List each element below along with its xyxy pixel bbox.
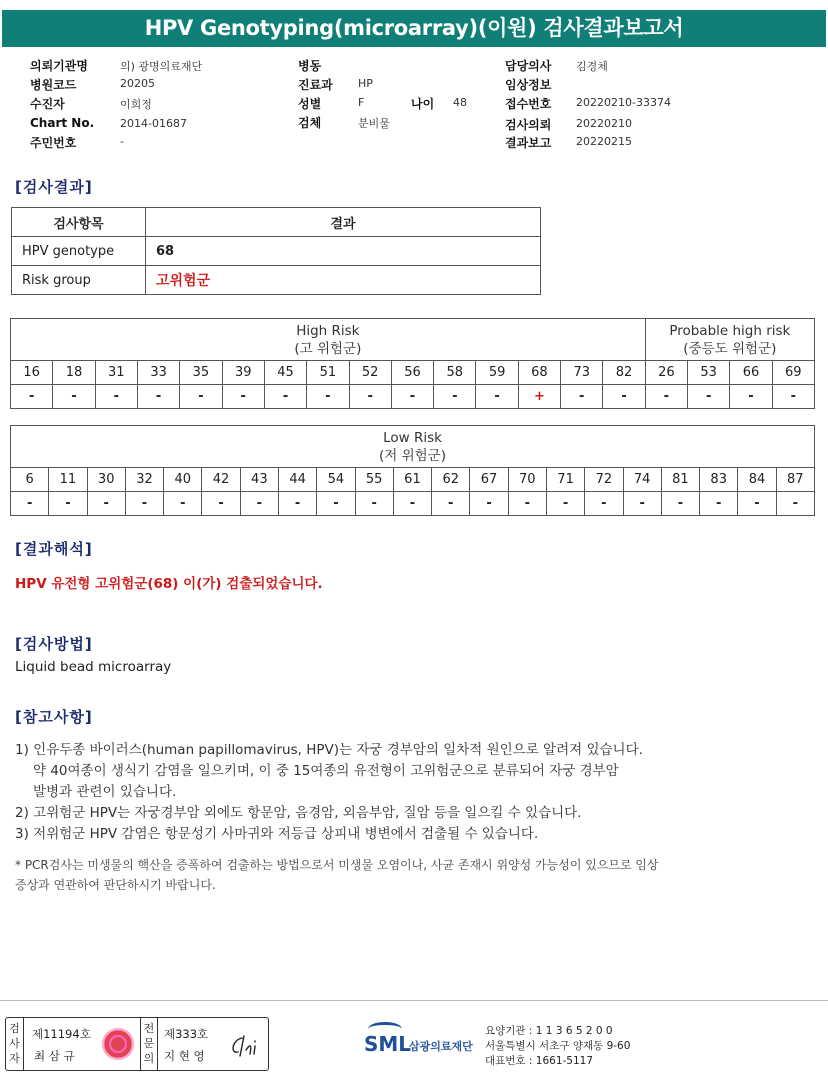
risk-group-item: Risk group [12, 266, 146, 295]
clinical-label: 임상정보 [505, 78, 552, 92]
doctor-label: 담당의사 [505, 59, 552, 73]
genotype-result-cell: - [470, 492, 508, 516]
genotype-cell: 62 [432, 468, 470, 492]
result-header-item: 검사항목 [12, 208, 146, 237]
patient-info [0, 55, 828, 155]
stamp-seal [102, 1028, 134, 1060]
signature-box [5, 1017, 269, 1071]
ward-label: 병동 [298, 59, 322, 73]
genotype-result-cell: - [95, 385, 137, 409]
genotype-cell: 83 [700, 468, 738, 492]
genotype-cell: 45 [264, 361, 306, 385]
interpretation-text: HPV 유전형 고위험군(68) 이(가) 검출되었습니다. [15, 576, 323, 592]
request-value: 20220210 [576, 117, 632, 130]
note-1a: 1) 인유두종 바이러스(human papillomavirus, HPV)는 자궁 경부암의 일차적 원인으로 알려져 있습니다. [15, 742, 643, 758]
low-risk-header [11, 426, 815, 468]
patient-value: 이희정 [120, 98, 152, 111]
genotype-result-cell: - [585, 492, 623, 516]
genotype-result-cell: - [222, 385, 264, 409]
genotype-result-cell: - [645, 385, 687, 409]
tester-name: 최 삼 규 [34, 1049, 75, 1063]
genotype-result-cell: - [772, 385, 814, 409]
genotype-item: HPV genotype [12, 237, 146, 266]
genotype-cell: 71 [546, 468, 584, 492]
genotype-cell: 84 [738, 468, 776, 492]
genotype-cell: 16 [11, 361, 53, 385]
genotype-result-cell: - [688, 385, 730, 409]
high-risk-table [10, 318, 815, 409]
genotype-cell: 40 [164, 468, 202, 492]
genotype-result-cell: - [307, 385, 349, 409]
dept-value: HP [358, 77, 373, 90]
risk-group-value: 고위험군 [146, 266, 541, 295]
requester-value: 의) 광명의료재단 [120, 60, 203, 73]
genotype-cell: 42 [202, 468, 240, 492]
genotype-cell: 61 [393, 468, 431, 492]
specimen-value: 분비물 [358, 117, 390, 130]
table-row [12, 266, 541, 295]
high-risk-header-row [11, 319, 815, 361]
genotype-cell: 6 [11, 468, 49, 492]
method-text: Liquid bead microarray [15, 659, 172, 675]
genotype-cell: 52 [349, 361, 391, 385]
specialist-label-text: 전문의 [143, 1022, 155, 1065]
genotype-result-cell: - [623, 492, 661, 516]
genotype-cell: 44 [278, 468, 316, 492]
genotype-result-cell: - [432, 492, 470, 516]
org-phone: 대표번호 : 1661-5117 [485, 1055, 594, 1067]
genotype-cell: 31 [95, 361, 137, 385]
genotype-result-cell: - [240, 492, 278, 516]
genotype-cell: 39 [222, 361, 264, 385]
genotype-result-cell: - [508, 492, 546, 516]
section-method-heading: [검사방법] [15, 635, 93, 653]
genotype-cell: 69 [772, 361, 814, 385]
genotype-result-cell: - [561, 385, 603, 409]
result-header-result: 결과 [146, 208, 541, 237]
doctor-value: 김경체 [576, 60, 608, 73]
handwritten-signature [228, 1032, 264, 1060]
chart-value: 2014-01687 [120, 117, 187, 130]
genotype-cell: 56 [391, 361, 433, 385]
footnote [15, 855, 805, 895]
genotype-result-cell: - [278, 492, 316, 516]
high-risk-title: High Risk [296, 322, 360, 339]
genotype-cell: 51 [307, 361, 349, 385]
low-risk-subtitle: (저 위험군) [379, 447, 446, 464]
genotype-cell: 74 [623, 468, 661, 492]
report-title: HPV Genotyping(microarray)(이원) 검사결과보고서 [2, 10, 826, 47]
specialist-license: 제333호 [164, 1027, 209, 1041]
report-date-label: 결과보고 [505, 136, 552, 150]
genotype-cell: 26 [645, 361, 687, 385]
org-contact [485, 1024, 630, 1069]
genotype-result-cell: - [661, 492, 699, 516]
low-risk-header-row [11, 426, 815, 468]
patient-label: 수진자 [30, 97, 65, 111]
genotype-result-cell: - [393, 492, 431, 516]
section-reference-heading: [참고사항] [15, 708, 93, 726]
genotype-cell: 32 [125, 468, 163, 492]
genotype-cell: 73 [561, 361, 603, 385]
genotype-result-cell: - [476, 385, 518, 409]
probable-high-risk-subtitle: (중등도 위험군) [683, 340, 777, 357]
genotype-cell: 43 [240, 468, 278, 492]
note-2: 2) 고위험군 HPV는 자궁경부암 외에도 항문암, 음경암, 외음부암, 질암 등을 일으킬 수 있습니다. [15, 805, 582, 821]
tester-label-text: 검사자 [9, 1022, 20, 1065]
genotype-cell: 55 [355, 468, 393, 492]
low-risk-title: Low Risk [383, 429, 442, 446]
receipt-label: 접수번호 [505, 97, 552, 111]
footnote-line-1: * PCR검사는 미생물의 핵산을 증폭하여 검출하는 방법으로서 미생물 오염이나, 사균 존재시 위양성 가능성이 있으므로 임상 [15, 858, 659, 872]
genotype-result-cell: - [349, 385, 391, 409]
genotype-cell: 18 [53, 361, 95, 385]
note-3: 3) 저위험군 HPV 감염은 항문성기 사마귀와 저등급 상피내 병변에서 검출될 수 있습니다. [15, 826, 539, 842]
genotype-result-cell: - [11, 492, 49, 516]
high-risk-subtitle: (고 위험군) [294, 340, 362, 357]
genotype-result-cell: - [49, 492, 87, 516]
high-risk-types-row [11, 361, 815, 385]
genotype-cell: 82 [603, 361, 645, 385]
specialist-name: 지 현 영 [164, 1049, 205, 1063]
genotype-result-cell: - [180, 385, 222, 409]
org-address: 서울특별시 서초구 양재동 9-60 [485, 1040, 631, 1052]
footer-divider [0, 1000, 828, 1001]
section-interpretation-heading: [결과해석] [15, 540, 93, 558]
genotype-cell: 70 [508, 468, 546, 492]
genotype-result-cell: - [125, 492, 163, 516]
genotype-result-cell: - [603, 385, 645, 409]
genotype-cell: 35 [180, 361, 222, 385]
genotype-result-cell: - [700, 492, 738, 516]
genotype-cell: 53 [688, 361, 730, 385]
tester-license: 제11194호 [32, 1027, 91, 1041]
low-risk-types-row [11, 468, 815, 492]
probable-high-risk-header [645, 319, 814, 361]
genotype-result-cell: - [434, 385, 476, 409]
genotype-cell: 66 [730, 361, 772, 385]
genotype-result-cell: - [53, 385, 95, 409]
genotype-result-cell: - [730, 385, 772, 409]
chart-label: Chart No. [30, 116, 95, 130]
age-value: 48 [453, 96, 467, 109]
genotype-result-cell: - [264, 385, 306, 409]
org-code: 요양기관 : 1 1 3 6 5 2 0 0 [485, 1025, 613, 1037]
note-1b: 약 40여종이 생식기 감염을 일으키며, 이 중 15여종의 유전형이 고위험군으로 분류되어 자궁 경부암 [33, 763, 619, 779]
section-result-heading: [검사결과] [15, 178, 93, 196]
report-date-value: 20220215 [576, 135, 632, 148]
org-name: 삼광의료재단 [409, 1040, 473, 1053]
genotype-cell: 72 [585, 468, 623, 492]
genotype-result-cell: - [202, 492, 240, 516]
genotype-result-cell: - [355, 492, 393, 516]
genotype-result-cell: - [164, 492, 202, 516]
rrn-value: - [120, 135, 124, 148]
tester-label [6, 1018, 24, 1070]
genotype-cell: 67 [470, 468, 508, 492]
probable-high-risk-title: Probable high risk [669, 322, 791, 339]
dept-label: 진료과 [298, 78, 333, 92]
genotype-result-cell: - [87, 492, 125, 516]
genotype-cell: 87 [776, 468, 814, 492]
specialist-label [140, 1018, 158, 1070]
genotype-result-cell: - [317, 492, 355, 516]
genotype-cell: 58 [434, 361, 476, 385]
age-label: 나이 [411, 97, 435, 111]
genotype-result-cell: + [518, 385, 560, 409]
hospital-code-value: 20205 [120, 77, 155, 90]
footnote-line-2: 증상과 연관하여 판단하시기 바랍니다. [15, 878, 216, 892]
genotype-cell: 11 [49, 468, 87, 492]
genotype-cell: 30 [87, 468, 125, 492]
genotype-result-cell: - [137, 385, 179, 409]
genotype-cell: 68 [518, 361, 560, 385]
rrn-label: 주민번호 [30, 136, 77, 150]
genotype-result-cell: - [776, 492, 814, 516]
reference-notes [15, 740, 815, 845]
result-table [11, 207, 541, 295]
receipt-value: 20220210-33374 [576, 96, 671, 109]
genotype-result-cell: - [546, 492, 584, 516]
high-risk-header [11, 319, 646, 361]
genotype-cell: 54 [317, 468, 355, 492]
specimen-label: 검체 [298, 116, 322, 130]
result-table-header [12, 208, 541, 237]
note-1c: 발병과 관련이 있습니다. [33, 784, 177, 800]
high-risk-results-row [11, 385, 815, 409]
request-label: 검사의뢰 [505, 118, 552, 132]
genotype-result-cell: - [738, 492, 776, 516]
genotype-cell: 33 [137, 361, 179, 385]
genotype-result-cell: - [391, 385, 433, 409]
genotype-cell: 81 [661, 468, 699, 492]
sex-value: F [358, 96, 365, 109]
logo-text: SML [364, 1032, 412, 1056]
table-row [12, 237, 541, 266]
sex-label: 성별 [298, 97, 322, 111]
requester-label: 의뢰기관명 [30, 59, 88, 73]
genotype-cell: 59 [476, 361, 518, 385]
hospital-code-label: 병원코드 [30, 78, 77, 92]
genotype-value: 68 [146, 237, 541, 266]
low-risk-table [10, 425, 815, 516]
genotype-result-cell: - [11, 385, 53, 409]
low-risk-results-row [11, 492, 815, 516]
